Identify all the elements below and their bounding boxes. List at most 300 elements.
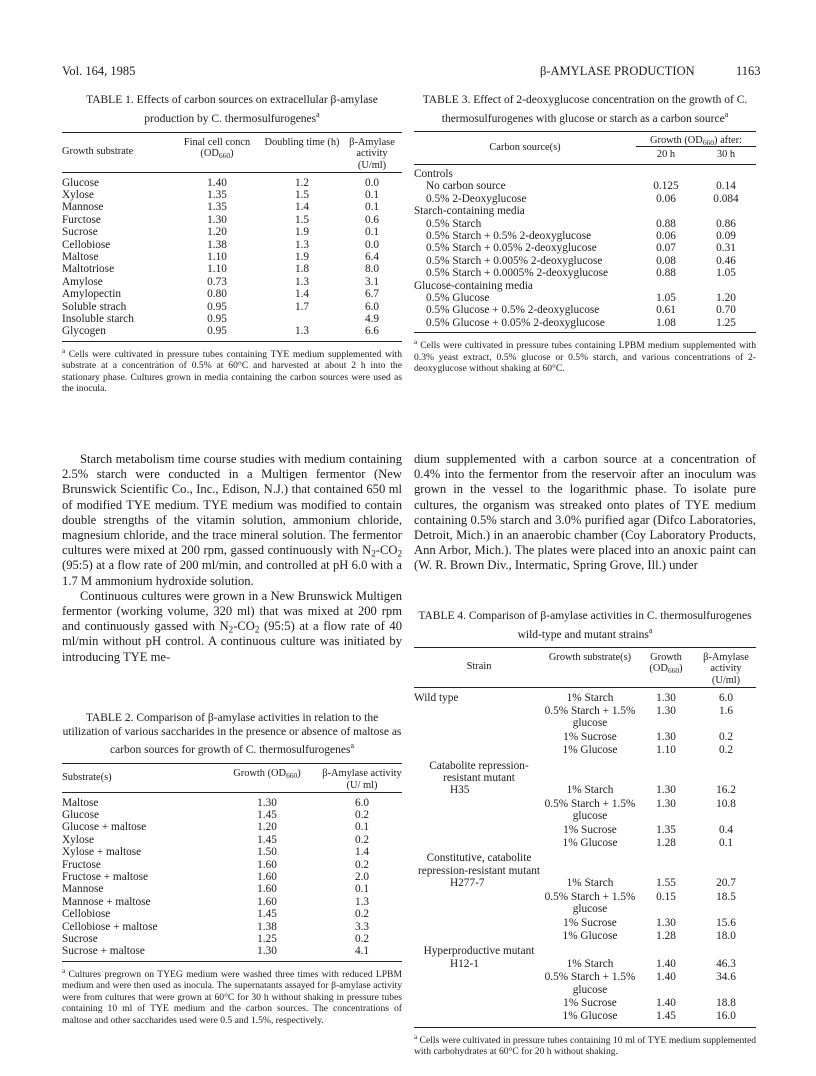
substrate-cell: Insoluble starch: [62, 313, 134, 326]
growth-cell: 1.10: [656, 744, 676, 757]
table-3-grid: [414, 131, 756, 329]
strain-cell: [414, 877, 544, 890]
substrate-cell: 1% Sucrose: [563, 996, 617, 1009]
doubling-time-cell: 1.5: [294, 189, 310, 202]
table-row: [414, 230, 756, 242]
table-row: [414, 304, 756, 316]
paragraph: Starch metabolism time course studies with medium containing 2.5% starch were conducted in a Multigen fermentor (New Brunswick Scientific Co., Inc., Edison, N.J.) that contained 650 ml of modified TYE medium. TYE medium was modified to contain double strengths of the vitamin solution, ammonium chloride, magnesium chloride, and the trace mineral solution. The fermentor cultures were mixed at 200 rpm, gassed continuously with $N_2-CO_2$ (95:5) at a flow rate of 200 ml/min, and controlled at pH 6.0 with a 1.7 M ammonium hydroxide solution.: [62, 452, 402, 588]
cell-concn-cell: 1.38: [207, 238, 227, 251]
activity-cell: 15.6: [716, 916, 736, 929]
substrate-cell: 1% Sucrose: [563, 730, 617, 743]
table-row: [414, 837, 756, 850]
growth-cell: 1.50: [257, 846, 277, 859]
growth-30h-cell: [696, 280, 756, 292]
growth-30h-cell: 1.05: [716, 267, 736, 280]
growth-cell: 1.60: [257, 858, 277, 871]
strain-id: H277-7: [450, 877, 485, 890]
doubling-time-cell: 1.2: [294, 176, 310, 189]
doubling-time-cell: 1.8: [294, 263, 310, 276]
body-text-right: [414, 452, 756, 574]
table-3-caption: TABLE 3. Effect of 2-deoxyglucose concentration on the growth of C. thermosulfurogenes with glucose or starch as a carbon source$^a$: [422, 94, 748, 125]
group-header-row: [414, 943, 756, 957]
table-row: [62, 896, 402, 908]
substrate-cell: Cellobiose: [62, 908, 111, 921]
growth-cell: 1.30: [656, 705, 676, 718]
table-row: [414, 971, 756, 997]
activity-cell: 0.2: [354, 833, 370, 846]
doubling-time-cell: 1.3: [294, 325, 310, 338]
table-row: [414, 1010, 756, 1023]
table-row: [62, 172, 402, 189]
growth-cell: 1.45: [257, 833, 277, 846]
substrate-cell: Mannose: [62, 883, 104, 896]
table-row: [414, 891, 756, 917]
strain-cell: [414, 930, 544, 943]
cell-concn-cell: 0.95: [207, 313, 227, 326]
group-header-row: [414, 850, 756, 877]
table-row: [62, 251, 402, 263]
growth-20h-cell: 0.61: [656, 304, 676, 317]
growth-20h-cell: 0.06: [656, 192, 676, 205]
table-row: [414, 930, 756, 943]
substrate-cell: 1% Starch: [566, 784, 614, 797]
column-header: Carbon source(s): [489, 142, 561, 154]
carbon-source-cell: 0.5% Glucose + 0.05% 2-deoxyglucose: [426, 316, 605, 329]
strain-cell: [414, 1010, 544, 1023]
growth-20h-cell: 0.08: [656, 254, 676, 267]
doubling-time-cell: 1.7: [294, 300, 310, 313]
table-3: [414, 94, 756, 375]
strain-id: H35: [450, 784, 470, 797]
table-row: [62, 871, 402, 883]
activity-cell: 6.6: [364, 325, 380, 338]
table-row: [414, 280, 756, 292]
column-header: Strain: [466, 661, 492, 673]
growth-30h-cell: 1.20: [716, 292, 736, 305]
activity-cell: 6.0: [718, 691, 734, 704]
activity-cell: 4.9: [364, 313, 380, 326]
substrate-cell: Cellobiose + maltose: [62, 920, 158, 933]
column-header: Final cell concn $(OD_{660})$: [183, 136, 251, 161]
table-row: [62, 276, 402, 288]
growth-20h-cell: 0.88: [656, 267, 676, 280]
substrate-cell: Sucrose: [62, 932, 98, 945]
substrate-cell: 1% Glucose: [562, 1010, 618, 1023]
table-row: [62, 821, 402, 833]
table-row: [414, 292, 756, 304]
column-header: 20 h: [656, 149, 676, 161]
growth-30h-cell: 0.14: [716, 180, 736, 193]
table-2: [62, 712, 402, 1026]
carbon-source-cell: No carbon source: [426, 180, 506, 193]
cell-concn-cell: 0.95: [207, 300, 227, 313]
table-row: [414, 687, 756, 705]
substrate-cell: Sucrose + maltose: [62, 945, 145, 958]
substrate-cell: Xylose: [62, 833, 95, 846]
growth-cell: 1.40: [656, 957, 676, 970]
doubling-time-cell: 1.4: [294, 201, 310, 214]
growth-cell: 1.20: [257, 821, 277, 834]
table-row: [414, 997, 756, 1010]
table-4-footnote: $^a$ Cells were cultivated in pressure tubes containing 10 ml of TYE medium supplemented with carbohydrates at 60°C for 20 h without shaking.: [414, 1032, 756, 1058]
strain-group-label: Hyperproductive mutant: [423, 945, 535, 958]
substrate-cell: 1% Glucose: [562, 929, 618, 942]
substrate-cell: Soluble strach: [62, 300, 127, 313]
substrate-cell: 1% Glucose: [562, 744, 618, 757]
strain-cell: [414, 958, 544, 971]
empty-cell: [544, 850, 756, 877]
column-header: Growth substrate: [62, 146, 134, 158]
table-row: [62, 859, 402, 871]
table-row: [62, 301, 402, 313]
journal-volume: Vol. 164, 1985: [62, 64, 136, 78]
table-row: [62, 933, 402, 945]
table-3-footnote: $^a$ Cells were cultivated in pressure tubes containing LPBM medium supplemented with 0.3% yeast extract, 0.5% glucose or 0.5% starch, and various concentrations of 2-deoxyglucose without shaking at 60°C.: [414, 338, 756, 375]
activity-cell: 0.2: [354, 808, 370, 821]
table-row: [414, 784, 756, 797]
activity-cell: 0.1: [364, 201, 380, 214]
table-row: [414, 917, 756, 930]
table-row: [62, 325, 402, 337]
growth-cell: 1.55: [656, 877, 676, 890]
cell-concn-cell: 1.30: [207, 213, 227, 226]
substrate-cell: Fructose + maltose: [62, 870, 149, 883]
growth-cell: 1.30: [257, 796, 277, 809]
strain-cell: [414, 705, 544, 731]
activity-cell: 0.2: [718, 744, 734, 757]
growth-cell: 1.30: [656, 730, 676, 743]
table-row: [62, 809, 402, 821]
table-row: [62, 945, 402, 957]
substrate-cell: 0.5% Starch + 1.5% glucose: [544, 971, 636, 996]
table-row: [62, 883, 402, 895]
growth-cell: 1.60: [257, 870, 277, 883]
growth-30h-cell: 0.09: [716, 230, 736, 243]
growth-cell: 1.25: [257, 932, 277, 945]
strain-cell: [414, 997, 544, 1010]
table-row: [62, 201, 402, 213]
substrate-cell: Maltose: [62, 796, 99, 809]
growth-20h-cell: [636, 205, 696, 217]
activity-cell: 6.0: [364, 300, 380, 313]
cell-concn-cell: 1.20: [207, 226, 227, 239]
table-1-caption: TABLE 1. Effects of carbon sources on extracellular β-amylase production by C. thermosulfurogenes$^a$: [86, 94, 378, 125]
table-row: [62, 792, 402, 809]
activity-cell: 8.0: [364, 263, 380, 276]
carbon-source-cell: 0.5% Starch: [426, 217, 482, 230]
growth-cell: 1.40: [656, 971, 676, 984]
table-4: [414, 610, 756, 1058]
growth-cell: 1.30: [656, 691, 676, 704]
table-row: [62, 214, 402, 226]
substrate-cell: 0.5% Starch + 1.5% glucose: [544, 797, 636, 823]
substrate-cell: Xylose + maltose: [62, 846, 142, 859]
activity-cell: 1.3: [354, 895, 370, 908]
table-row: [62, 834, 402, 846]
table-2-footnote: $^a$ Cultures pregrown on TYEG medium were washed three times with reduced LPBM medium and were then used as inocula. The supernatants assayed for β-amylase activity were from cultures that were grown at 60°C for 30 h without shaking in pressure tubes containing 10 ml of TYE medium and the carbon sources. The concentrations of maltose and other saccharides used were 0.5 and 1.5%, respectively.: [62, 966, 402, 1026]
growth-30h-cell: [696, 165, 756, 181]
carbon-source-cell: Controls: [414, 168, 453, 181]
doubling-time-cell: [262, 313, 342, 325]
activity-cell: 0.2: [354, 932, 370, 945]
growth-20h-cell: 0.07: [656, 242, 676, 255]
strain-cell: [414, 971, 544, 997]
growth-30h-cell: 1.25: [716, 316, 736, 329]
growth-30h-cell: 0.084: [713, 192, 739, 205]
table-2-grid: [62, 763, 402, 957]
growth-cell: 1.28: [656, 837, 676, 850]
cell-concn-cell: 1.10: [207, 263, 227, 276]
carbon-source-cell: 0.5% Starch + 0.05% 2-deoxyglucose: [426, 242, 597, 255]
activity-cell: 18.5: [716, 890, 736, 903]
column-header: β-Amylase activity (U/ ml): [322, 768, 402, 791]
table-row: [414, 317, 756, 329]
column-header: β-Amylase activity (U/ml): [703, 651, 749, 687]
table-row: [414, 877, 756, 890]
activity-cell: 18.0: [716, 929, 736, 942]
activity-cell: 0.1: [364, 226, 380, 239]
carbon-source-cell: 0.5% 2-Deoxyglucose: [426, 192, 527, 205]
substrate-cell: 1% Starch: [566, 957, 614, 970]
page-number: 1163: [736, 64, 761, 78]
activity-cell: 0.1: [354, 883, 370, 896]
substrate-cell: 1% Glucose: [562, 837, 618, 850]
substrate-cell: 1% Starch: [566, 691, 614, 704]
growth-cell: 1.35: [656, 823, 676, 836]
doubling-time-cell: 1.9: [294, 226, 310, 239]
column-header: Growth $(OD_{660})$: [649, 651, 683, 676]
carbon-source-cell: Glucose-containing media: [414, 279, 533, 292]
activity-cell: 0.2: [354, 858, 370, 871]
table-row: [414, 255, 756, 267]
activity-cell: 0.0: [364, 238, 380, 251]
substrate-cell: Glycogen: [62, 325, 106, 338]
substrate-cell: Sucrose: [62, 226, 98, 239]
strain-cell: [414, 731, 544, 744]
substrate-cell: 0.5% Starch + 1.5% glucose: [544, 890, 636, 916]
table-row: [414, 165, 756, 181]
strain-cell: [414, 744, 544, 757]
growth-cell: 1.30: [656, 797, 676, 810]
table-row: [62, 313, 402, 325]
table-row: [62, 288, 402, 300]
growth-20h-cell: 1.05: [656, 292, 676, 305]
doubling-time-cell: 1.5: [294, 213, 310, 226]
table-row: [414, 798, 756, 824]
table-1-footnote: $^a$ Cells were cultivated in pressure tubes containing TYE medium supplemented with substrate at a concentration of 0.5% at 60°C and harvested at about 2 h into the stationary phase. Cultures grown in media containing the carbon sources were used as the inocula.: [62, 346, 403, 395]
table-1-grid: [62, 132, 402, 338]
growth-cell: 1.30: [257, 945, 277, 958]
strain-cell: [414, 824, 544, 837]
table-row: [62, 239, 402, 251]
activity-cell: 0.4: [718, 823, 734, 836]
table-row: [414, 731, 756, 744]
table-row: [414, 744, 756, 757]
table-row: [414, 958, 756, 971]
group-header-row: [414, 758, 756, 785]
substrate-cell: Xylose: [62, 189, 95, 202]
carbon-source-cell: 0.5% Starch + 0.5% 2-deoxyglucose: [426, 230, 592, 243]
growth-30h-cell: 0.70: [716, 304, 736, 317]
activity-cell: 1.4: [354, 846, 370, 859]
table-row: [62, 921, 402, 933]
activity-cell: 3.1: [364, 275, 380, 288]
table-row: [62, 908, 402, 920]
column-header: Substrate(s): [62, 772, 112, 784]
column-header: Growth substrate(s): [548, 651, 632, 663]
growth-20h-cell: 1.08: [656, 316, 676, 329]
activity-cell: 18.8: [716, 996, 736, 1009]
activity-cell: 20.7: [716, 877, 736, 890]
table-row: [414, 242, 756, 254]
substrate-cell: Furctose: [62, 213, 101, 226]
strain-cell: [414, 784, 544, 797]
table-row: [414, 267, 756, 279]
body-text-left: [62, 452, 402, 665]
cell-concn-cell: 0.95: [207, 325, 227, 338]
substrate-cell: Cellobiose: [62, 238, 111, 251]
strain-cell: [414, 891, 544, 917]
cell-concn-cell: 1.35: [207, 201, 227, 214]
substrate-cell: Mannose: [62, 201, 104, 214]
table-4-grid: [414, 647, 756, 1024]
table-row: [62, 226, 402, 238]
growth-cell: 1.45: [257, 908, 277, 921]
growth-20h-cell: [636, 165, 696, 181]
carbon-source-cell: 0.5% Starch + 0.005% 2-deoxyglucose: [426, 254, 603, 267]
growth-20h-cell: [636, 280, 696, 292]
table-row: [414, 824, 756, 837]
activity-cell: 0.6: [364, 213, 380, 226]
empty-cell: [544, 758, 756, 785]
activity-cell: 4.1: [354, 945, 370, 958]
strain-cell: [414, 687, 544, 705]
activity-cell: 16.0: [716, 1010, 736, 1023]
substrate-cell: Glucose: [62, 808, 100, 821]
substrate-cell: Fructose: [62, 858, 101, 871]
strain-label: Wild type: [414, 691, 459, 704]
doubling-time-cell: 1.3: [294, 238, 310, 251]
activity-cell: 0.1: [354, 821, 370, 834]
substrate-cell: Amylose: [62, 275, 103, 288]
empty-cell: [544, 943, 756, 957]
cell-concn-cell: 1.40: [207, 176, 227, 189]
activity-cell: 0.1: [364, 189, 380, 202]
paragraph: dium supplemented with a carbon source at a concentration of 0.4% into the fermentor from the reservoir after an inoculum was grown in the vessel to the logarithmic phase. To isolate pure cultures, the organism was streaked onto plates of TYE medium containing 0.5% starch and 3.0% purified agar (Difco Laboratories, Detroit, Mich.) in an anaerobic chamber (Coy Laboratory Products, Ann Arbor, Mich.). The plates were placed into an anoxic paint can (W. R. Brown Div., Intermatic, Spring Grove, Ill.) under: [414, 452, 756, 573]
strain-group-label: Constitutive, catabolite repression-resistant mutant: [417, 852, 541, 877]
activity-cell: 6.4: [364, 251, 380, 264]
growth-30h-cell: [696, 205, 756, 217]
running-title: β-AMYLASE PRODUCTION: [540, 64, 695, 78]
activity-cell: 3.3: [354, 920, 370, 933]
strain-cell: [414, 798, 544, 824]
growth-20h-cell: 0.06: [656, 230, 676, 243]
table-row: [414, 193, 756, 205]
cell-concn-cell: 1.10: [207, 251, 227, 264]
paragraph: Continuous cultures were grown in a New Brunswick Multigen fermentor (working volume, 320 ml) that was mixed at 200 rpm and continuously gassed with $N_2-CO_2$ (95:5) at a flow rate of 40 ml/min without pH control. A continuous culture was initiated by introducing TYE me-: [62, 588, 402, 664]
cell-concn-cell: 0.73: [207, 275, 227, 288]
carbon-source-cell: 0.5% Starch + 0.0005% 2-deoxyglucose: [426, 267, 609, 280]
growth-cell: 0.15: [656, 890, 676, 903]
activity-cell: 16.2: [716, 784, 736, 797]
activity-cell: 1.6: [718, 705, 734, 718]
growth-30h-cell: 0.86: [716, 217, 736, 230]
activity-cell: 6.7: [364, 288, 380, 301]
substrate-cell: 1% Sucrose: [563, 916, 617, 929]
carbon-source-cell: 0.5% Glucose + 0.5% 2-deoxyglucose: [426, 304, 600, 317]
activity-cell: 2.0: [354, 870, 370, 883]
column-header: Doubling time (h): [264, 136, 340, 148]
table-row: [414, 180, 756, 192]
substrate-cell: Glucose: [62, 176, 100, 189]
substrate-cell: Amylopectin: [62, 288, 121, 301]
table-1: [62, 94, 402, 395]
table-2-caption: TABLE 2. Comparison of β-amylase activities in relation to the utilization of various saccharides in the presence or absence of maltose as carbon sources for growth of C. thermosulfurogenes$^a$: [62, 712, 402, 756]
substrate-cell: 1% Sucrose: [563, 823, 617, 836]
cell-concn-cell: 1.35: [207, 189, 227, 202]
table-row: [414, 218, 756, 230]
substrate-cell: 0.5% Starch + 1.5% glucose: [544, 705, 636, 730]
cell-concn-cell: 0.80: [207, 288, 227, 301]
activity-cell: 0.0: [364, 176, 380, 189]
strain-group-label: Catabolite repression-resistant mutant: [429, 759, 529, 785]
column-header: 30 h: [716, 149, 736, 161]
carbon-source-cell: Starch-containing media: [414, 205, 525, 218]
doubling-time-cell: 1.4: [294, 288, 310, 301]
column-header: Growth $(OD_{660})$ after:: [636, 131, 756, 147]
substrate-cell: Glucose + maltose: [62, 821, 147, 834]
strain-cell: [414, 917, 544, 930]
column-header: β-Amylase activity (U/ml): [349, 136, 395, 172]
table-row: [62, 263, 402, 275]
table-row: [414, 205, 756, 217]
growth-20h-cell: 0.125: [653, 180, 679, 193]
substrate-cell: 1% Starch: [566, 877, 614, 890]
doubling-time-cell: 1.9: [294, 251, 310, 264]
growth-cell: 1.28: [656, 929, 676, 942]
growth-cell: 1.45: [257, 808, 277, 821]
column-header: Growth $(OD_{660})$: [233, 768, 301, 781]
activity-cell: 0.2: [718, 730, 734, 743]
substrate-cell: Maltose: [62, 251, 99, 264]
growth-cell: 1.40: [656, 996, 676, 1009]
table-4-caption: TABLE 4. Comparison of β-amylase activities in C. thermosulfurogenes wild-type and mutant strains$^a$: [418, 610, 752, 641]
substrate-cell: Maltotriose: [62, 263, 115, 276]
table-row: [62, 846, 402, 858]
activity-cell: 6.0: [354, 796, 370, 809]
activity-cell: 46.3: [716, 957, 736, 970]
strain-cell: [414, 837, 544, 850]
growth-cell: 1.45: [656, 1010, 676, 1023]
growth-cell: 1.38: [257, 920, 277, 933]
doubling-time-cell: 1.3: [294, 275, 310, 288]
activity-cell: 10.8: [716, 797, 736, 810]
substrate-cell: Mannose + maltose: [62, 895, 151, 908]
growth-cell: 1.30: [656, 916, 676, 929]
table-row: [62, 189, 402, 201]
growth-cell: 1.60: [257, 895, 277, 908]
strain-id: H12-1: [450, 957, 479, 970]
activity-cell: 0.2: [354, 908, 370, 921]
activity-cell: 0.1: [718, 837, 734, 850]
table-row: [414, 705, 756, 731]
growth-30h-cell: 0.46: [716, 254, 736, 267]
growth-cell: 1.60: [257, 883, 277, 896]
carbon-source-cell: 0.5% Glucose: [426, 292, 490, 305]
growth-cell: 1.30: [656, 784, 676, 797]
growth-30h-cell: 0.31: [716, 242, 736, 255]
activity-cell: 34.6: [716, 971, 736, 984]
